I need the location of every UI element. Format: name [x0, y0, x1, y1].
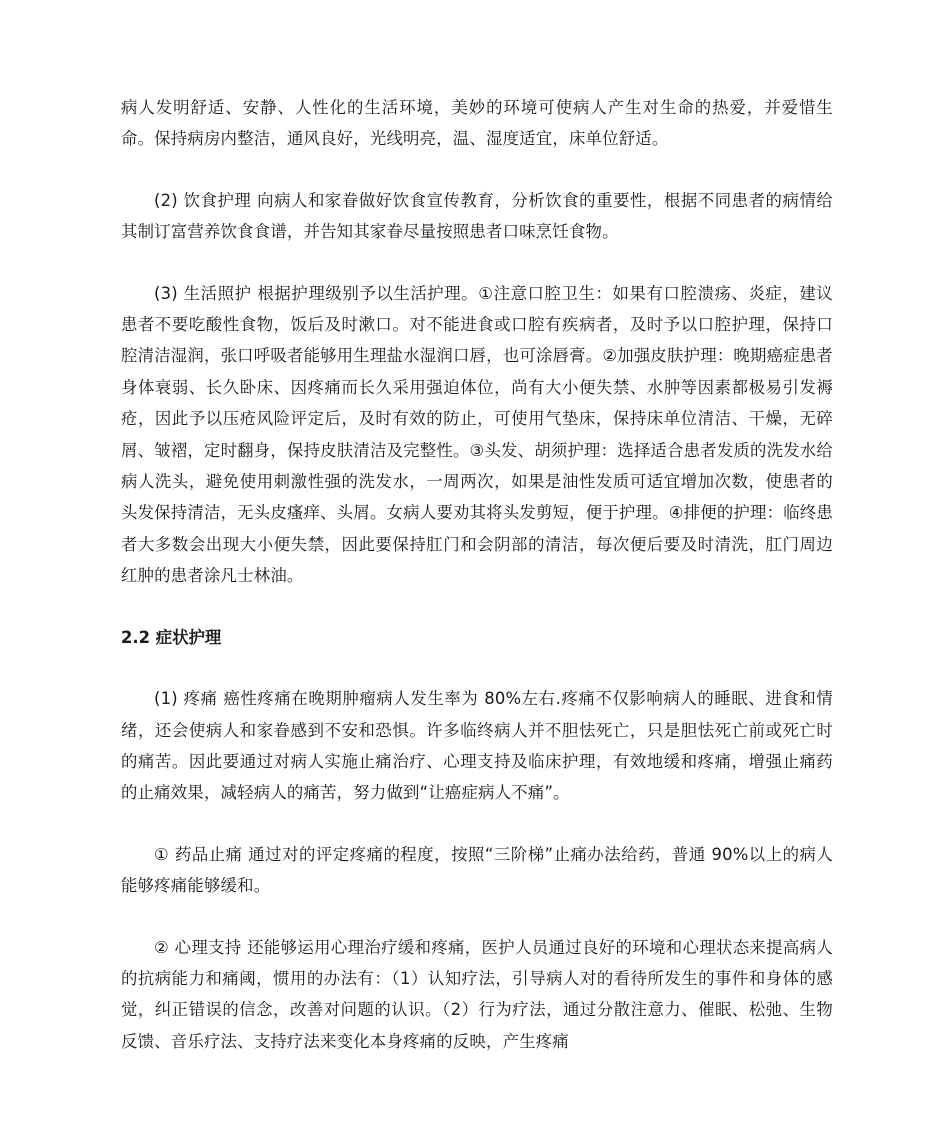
paragraph-medication: ① 药品止痛 通过对的评定疼痛的程度，按照“三阶梯”止痛办法给药，普通 90%以上的病人能够疼痛能够缓和。 — [121, 844, 833, 896]
document-page — [121, 92, 833, 1057]
paragraph-diet-care: (2) 饮食护理 向病人和家眷做好饮食宣传教育，分析饮食的重要性，根据不同患者的病情给其制订富营养饮食食谱，并告知其家眷尽量按照患者口味烹饪食物。 — [121, 190, 833, 242]
paragraph-daily-care: (3) 生活照护 根据护理级别予以生活护理。①注意口腔卫生：如果有口腔溃疡、炎症，建议患者不要吃酸性食物，饭后及时漱口。对不能进食或口腔有疾病者，及时予以口腔护理，保持口腔清洁湿润，张口呼吸者能够用生理盐水湿润口唇，也可涂唇膏。②加强皮肤护理：晚期癌症患者身体衰弱、长久卧床、因疼痛而长久采用强迫体位，尚有大小便失禁、水肿等因素都极易引发褥疮，因此予以压疮风险评定后，及时有效的防止，可使用气垫床，保持床单位清洁、干燥，无碎屑、皱褶，定时翻身，保持皮肤清洁及完整性。③头发、胡须护理：选择适合患者发质的洗发水给病人洗头，避免使用刺激性强的洗发水，一周两次，如果是油性发质可适宜增加次数，使患者的头发保持清洁，无头皮瘙痒、头屑。女病人要劝其将头发剪短，便于护理。④排便的护理：临终患者大多数会出现大小便失禁，因此要保持肛门和会阴部的清洁，每次便后要及时清洗，肛门周边红肿的患者涂凡士林油。 — [121, 283, 833, 586]
section-heading: 2.2 症状护理 — [121, 627, 222, 647]
paragraph-environment: 病人发明舒适、安静、人性化的生活环境，美妙的环境可使病人产生对生命的热爱，并爱惜生命。保持病房内整洁，通风良好，光线明亮，温、湿度适宜，床单位舒适。 — [121, 98, 833, 149]
paragraph-psychological-support: ② 心理支持 还能够运用心理治疗缓和疼痛，医护人员通过良好的环境和心理状态来提高病人的抗病能力和痛阈，惯用的办法有：（1）认知疗法，引导病人对的看待所发生的事件和身体的感觉，纠正错误的信念，改善对问题的认识。（2）行为疗法，通过分散注意力、催眠、松弛、生物反馈、音乐疗法、支持疗法来变化本身疼痛的反映，产生疼痛 — [121, 937, 833, 1051]
paragraph-pain: (1) 疼痛 癌性疼痛在晚期肿瘤病人发生率为 80%左右.疼痛不仅影响病人的睡眠、进食和情绪，还会使病人和家眷感到不安和恐惧。许多临终病人并不胆怯死亡，只是胆怯死亡前或死亡时的痛苦。因此要通过对病人实施止痛治疗、心理支持及临床护理，有效地缓和疼痛，增强止痛药的止痛效果，减轻病人的痛苦，努力做到“让癌症病人不痛”。 — [121, 689, 833, 803]
